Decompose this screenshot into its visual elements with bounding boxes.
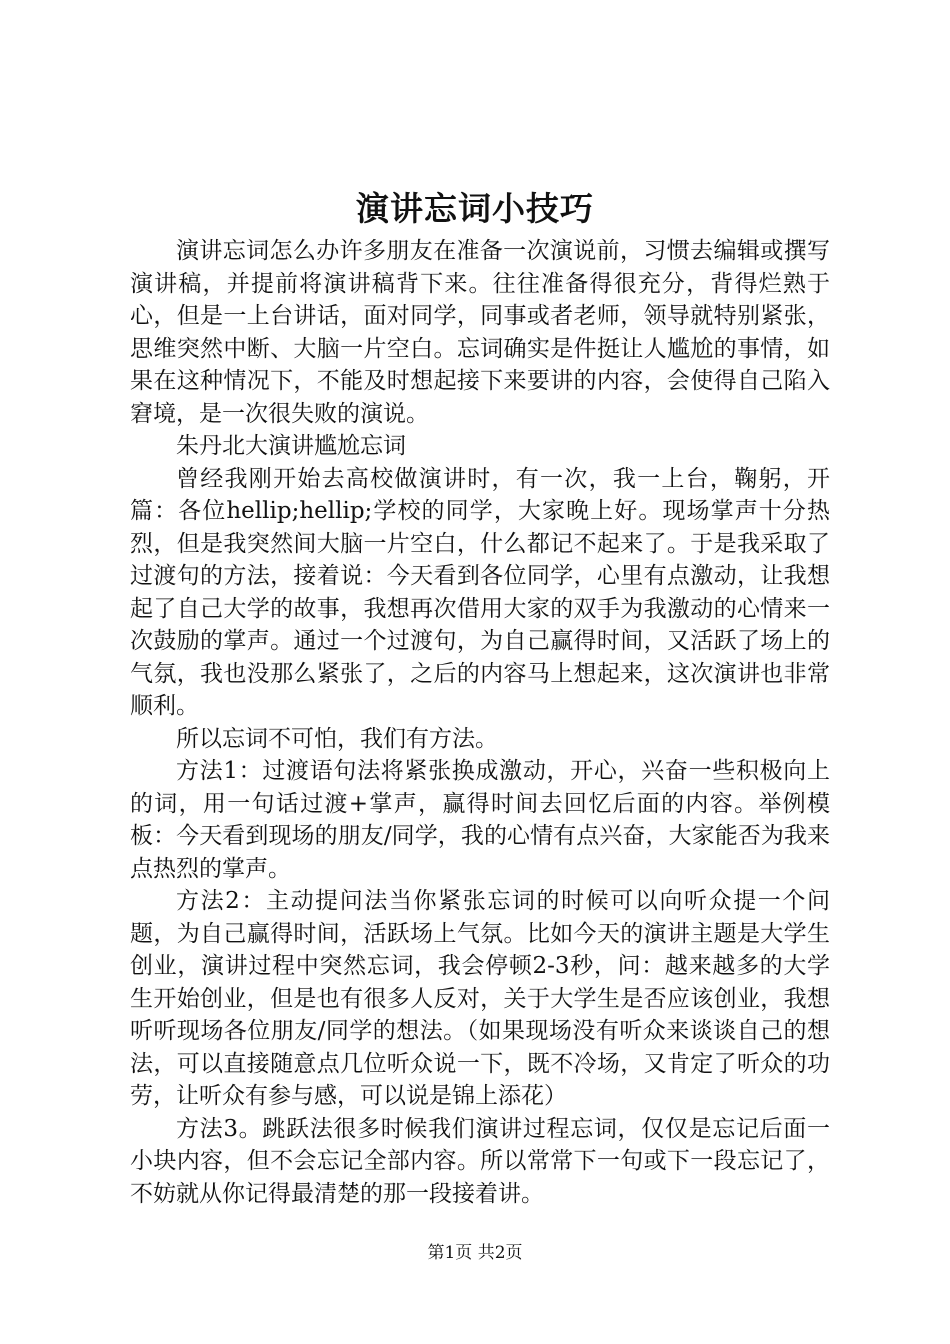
paragraph-method-2: 方法2：主动提问法当你紧张忘词的时候可以向听众提一个问题，为自己赢得时间，活跃场上气氛。比如今天的演讲主题是大学生创业，演讲过程中突然忘词，我会停顿2-3秒，问：越来越多的大学生开始创业，但是也有很多人反对，关于大学生是否应该创业，我想听听现场各位朋友/同学的想法。（如果现场没有听众来谈谈自己的想法，可以直接随意点几位听众说一下，既不冷场，又肯定了听众的功劳，让听众有参与感，可以说是锦上添花） [130, 888, 830, 1109]
document-body [130, 235, 830, 1210]
paragraph-method-3: 方法3。跳跃法很多时候我们演讲过程忘词，仅仅是忘记后面一小块内容，但不会忘记全部内容。所以常常下一句或下一段忘记了，不妨就从你记得最清楚的那一段接着讲。 [130, 1115, 830, 1207]
paragraph-intro: 演讲忘词怎么办许多朋友在准备一次演说前，习惯去编辑或撰写演讲稿，并提前将演讲稿背下来。往往准备得很充分，背得烂熟于心，但是一上台讲话，面对同学，同事或者老师，领导就特别紧张，思维突然中断、大脑一片空白。忘词确实是件挺让人尴尬的事情，如果在这种情况下，不能及时想起接下来要讲的内容，会使得自己陷入窘境，是一次很失败的演说。 [130, 238, 830, 427]
paragraph-story: 曾经我刚开始去高校做演讲时，有一次，我一上台，鞠躬，开篇：各位hellip;hellip;学校的同学，大家晚上好。现场掌声十分热烈，但是我突然间大脑一片空白，什么都记不起来了。于是我采取了过渡句的方法，接着说：今天看到各位同学，心里有点激动，让我想起了自己大学的故事，我想再次借用大家的双手为我激动的心情来一次鼓励的掌声。通过一个过渡句，为自己赢得时间，又活跃了场上的气氛，我也没那么紧张了，之后的内容马上想起来，这次演讲也非常顺利。 [130, 465, 830, 719]
document-title: 演讲忘词小技巧 [356, 189, 594, 228]
paragraph-subheading: 朱丹北大演讲尴尬忘词 [176, 433, 406, 459]
paragraph-conclusion: 所以忘词不可怕，我们有方法。 [176, 725, 498, 752]
paragraph-method-1: 方法1：过渡语句法将紧张换成激动，开心，兴奋一些积极向上的词，用一句话过渡+掌声，赢得时间去回忆后面的内容。举例模板：今天看到现场的朋友/同学，我的心情有点兴奋，大家能否为我来点热烈的掌声。 [130, 758, 830, 882]
page-footer: 第1页 共2页 [427, 1243, 523, 1263]
